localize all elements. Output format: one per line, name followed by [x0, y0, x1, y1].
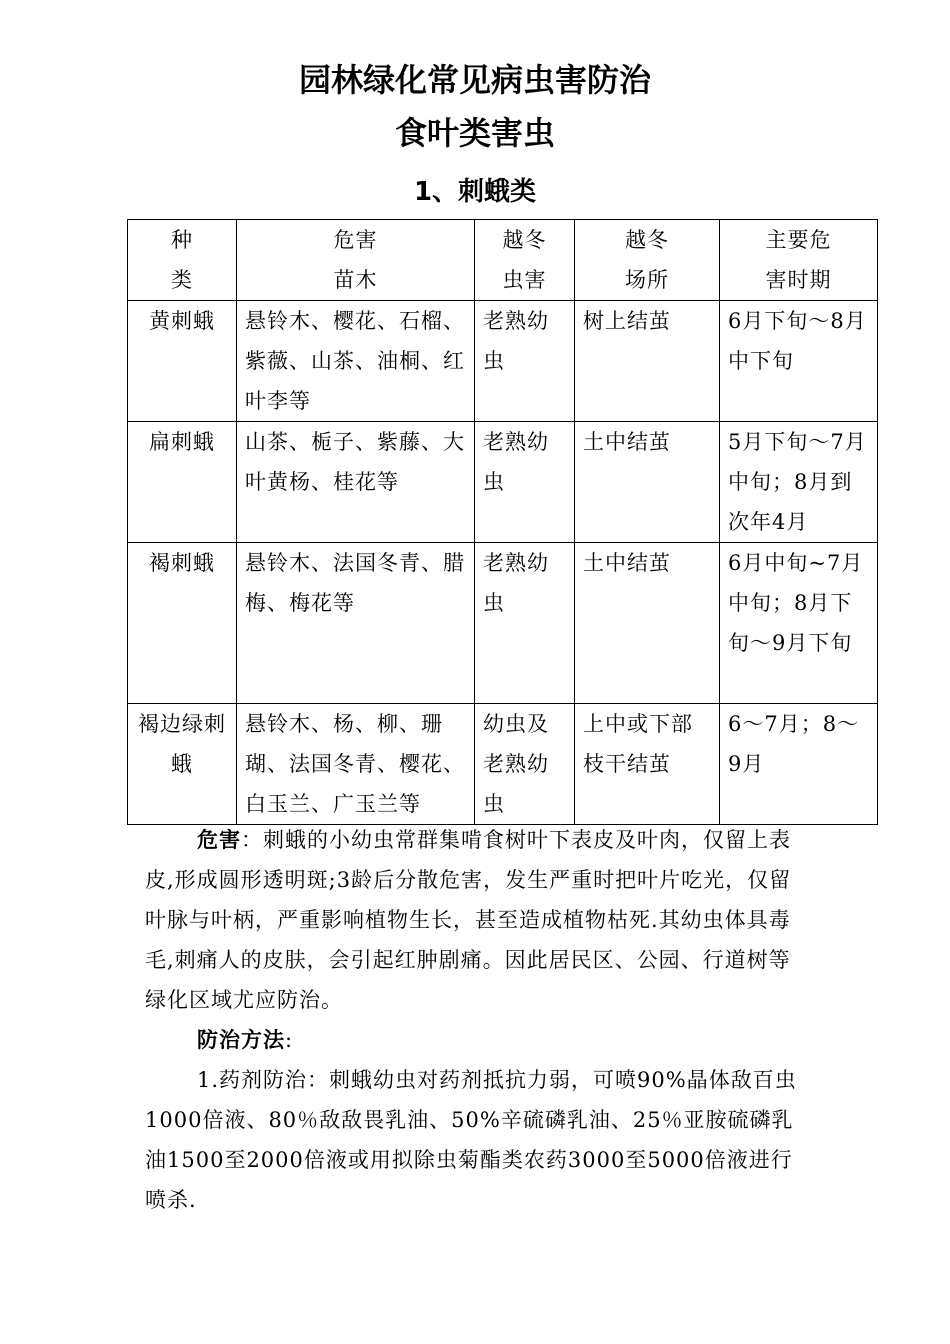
cell-period: 6月下旬～8月中下旬: [720, 301, 878, 422]
cell-site: 土中结茧: [575, 422, 720, 543]
document-title: 园林绿化常见病虫害防治: [298, 61, 651, 99]
header-period: 主要危 害时期: [720, 220, 878, 301]
harm-text: ：刺蛾的小幼虫常群集啃食树叶下表皮及叶肉，仅留上表皮,形成圆形透明斑;3龄后分散危害，发生严重时把叶片吃光，仅留叶脉与叶柄，严重影响植物生长，甚至造成植物枯死.其幼虫体具毒毛,刺痛人的皮肤，会引起红肿剧痛。因此居民区、公园、行道树等绿化区域尤应防治。: [145, 828, 792, 1012]
cell-site: 上中或下部枝干结茧: [575, 704, 720, 825]
header-hosts: 危害 苗木: [237, 220, 475, 301]
cell-stage: 幼虫及老熟幼虫: [475, 704, 575, 825]
cell-site: 树上结茧: [575, 301, 720, 422]
cell-site: 土中结茧: [575, 543, 720, 704]
table-row: [128, 301, 878, 422]
harm-label: 危害: [197, 827, 241, 852]
cell-hosts: 山茶、栀子、紫藤、大叶黄杨、桂花等: [237, 422, 475, 543]
table-row: [128, 704, 878, 825]
cell-stage: 老熟幼虫: [475, 422, 575, 543]
cell-period: 6月中旬~7月中旬；8月下旬～9月下旬: [720, 543, 878, 704]
header-site: 越冬 场所: [575, 220, 720, 301]
cell-species: 黄刺蛾: [128, 301, 237, 422]
cell-species: 褐刺蛾: [128, 543, 237, 704]
section-heading: 1、刺蛾类: [413, 177, 537, 207]
header-stage: 越冬 虫害: [475, 220, 575, 301]
methods-label: 防治方法: [197, 1027, 285, 1052]
document-subtitle: 食叶类害虫: [394, 114, 555, 152]
cell-period: 5月下旬～7月中旬；8月到次年4月: [720, 422, 878, 543]
cell-hosts: 悬铃木、杨、柳、珊瑚、法国冬青、樱花、白玉兰、广玉兰等: [237, 704, 475, 825]
cell-hosts: 悬铃木、法国冬青、腊梅、梅花等: [237, 543, 475, 704]
table-row: [128, 422, 878, 543]
cell-hosts: 悬铃木、樱花、石榴、紫薇、山茶、油桐、红叶李等: [237, 301, 475, 422]
cell-species: 褐边绿刺蛾: [128, 704, 237, 825]
cell-stage: 老熟幼虫: [475, 543, 575, 704]
table-row: [128, 543, 878, 704]
table-header-row: [128, 220, 878, 301]
pest-table: [127, 219, 878, 825]
cell-period: 6～7月；8～9月: [720, 704, 878, 825]
harm-paragraph: [145, 820, 810, 1020]
header-species: 种 类: [128, 220, 237, 301]
methods-colon: :: [285, 1028, 294, 1052]
cell-species: 扁刺蛾: [128, 422, 237, 543]
methods-heading: [145, 1020, 810, 1060]
cell-stage: 老熟幼虫: [475, 301, 575, 422]
method-item-1: 1.药剂防治：刺蛾幼虫对药剂抵抗力弱，可喷90%晶体敌百虫1000倍液、80％敌敌畏乳油、50%辛硫磷乳油、25％亚胺硫磷乳油1500至2000倍液或用拟除虫菊酯类农药3000至5000倍液进行喷杀.: [145, 1068, 797, 1212]
